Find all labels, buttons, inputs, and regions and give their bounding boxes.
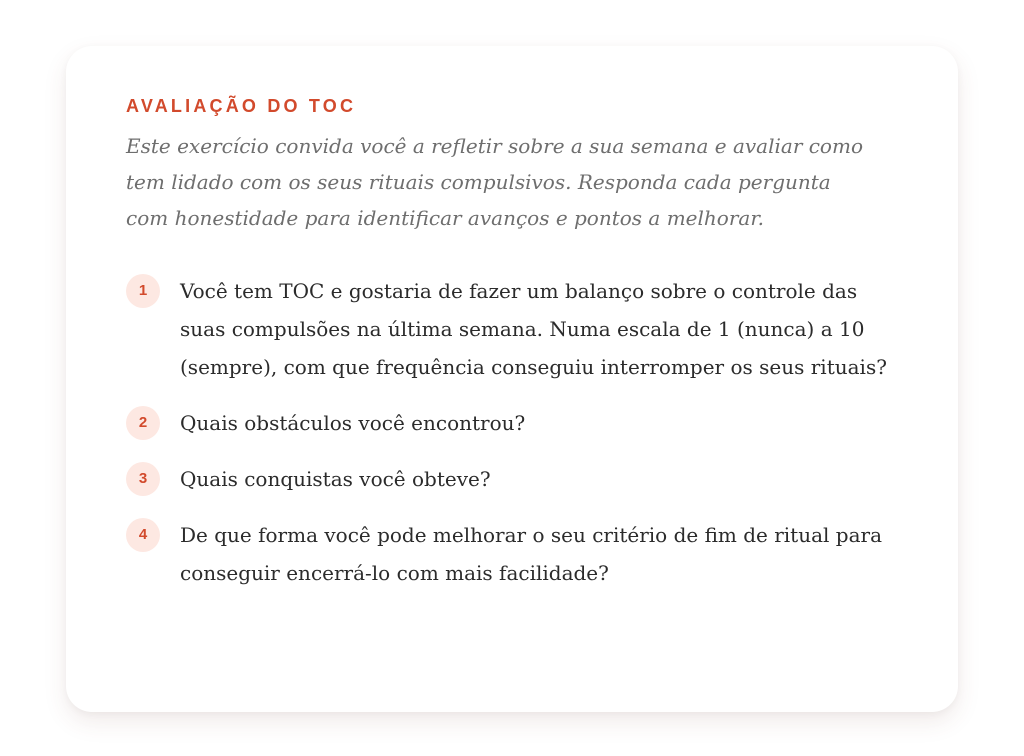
card-title: AVALIAÇÃO DO TOC (126, 96, 357, 116)
question-number-badge: 1 (126, 274, 160, 308)
question-item-2 (126, 404, 898, 442)
question-number-badge: 2 (126, 406, 160, 440)
question-number-badge: 4 (126, 518, 160, 552)
question-text: Quais conquistas você obteve? (180, 467, 491, 491)
question-item-4 (126, 516, 898, 592)
question-text: De que forma você pode melhorar o seu critério de fim de ritual para conseguir encerrá-lo com mais facilidade? (180, 523, 882, 585)
question-text: Quais obstáculos você encontrou? (180, 411, 526, 435)
question-item-1 (126, 272, 898, 386)
question-number-badge: 3 (126, 462, 160, 496)
intro-text: Este exercício convida você a refletir sobre a sua semana e avaliar como tem lidado com os seus rituais compulsivos. Responda cada pergunta com honestidade para identificar avanços e pontos a melhorar. (126, 134, 863, 230)
question-list (126, 272, 898, 592)
question-text: Você tem TOC e gostaria de fazer um balanço sobre o controle das suas compulsões na última semana. Numa escala de 1 (nunca) a 10 (sempre), com que frequência conseguiu interromper os seus rituais? (180, 279, 887, 379)
exercise-card (66, 46, 958, 712)
question-item-3 (126, 460, 898, 498)
